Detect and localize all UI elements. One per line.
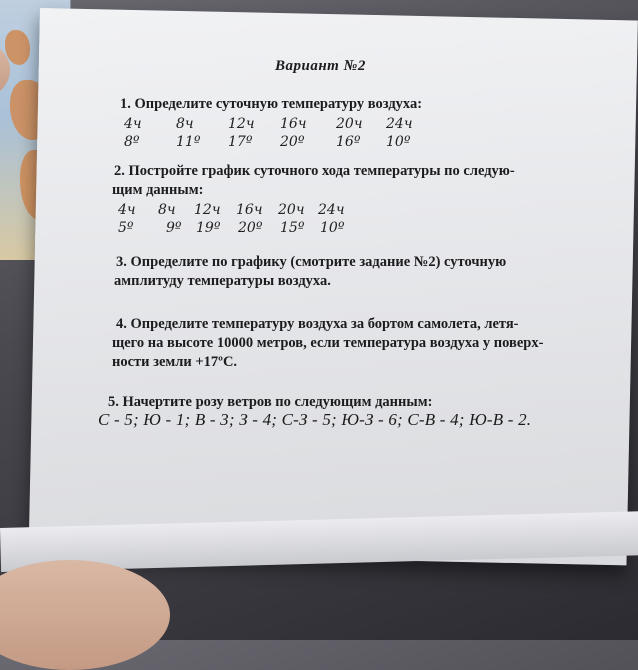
task-2-temp: 20º xyxy=(238,220,263,236)
task-2-hour: 8ч xyxy=(158,202,176,218)
task-1-hour: 4ч xyxy=(124,116,142,132)
task-1-text: 1. Определите суточную температуру воздуха: xyxy=(120,96,423,112)
task-3-line-1: 3. Определите по графику (смотрите задание №2) суточную xyxy=(116,254,507,270)
task-4-line-1: 4. Определите температуру воздуха за бортом самолета, летя- xyxy=(116,316,519,332)
task-5-line-1: 5. Начертите розу ветров по следующим данным: xyxy=(108,394,433,410)
task-2-line-1: 2. Постройте график суточного хода температуры по следую- xyxy=(114,163,515,179)
task-4-line-2: щего на высоте 10000 метров, если температура воздуха у поверх- xyxy=(112,335,544,351)
task-1-temp: 10º xyxy=(386,134,411,150)
map-landmass xyxy=(5,30,30,65)
task-2-line-2: щим данным: xyxy=(112,182,204,198)
task-2-hour: 12ч xyxy=(194,202,221,218)
task-1-hour: 12ч xyxy=(228,116,255,132)
task-4-line-3: ности земли +17ºС. xyxy=(112,354,238,370)
task-2-hour: 20ч xyxy=(278,202,305,218)
task-2-hour: 24ч xyxy=(318,202,345,218)
task-2-temp: 19º xyxy=(196,220,221,236)
variant-title: Вариант №2 xyxy=(275,58,366,74)
task-2-hour: 4ч xyxy=(118,202,136,218)
task-1-temp: 8º xyxy=(124,134,140,150)
task-1-temp: 11º xyxy=(176,134,201,150)
task-1-temp: 20º xyxy=(280,134,305,150)
task-2-temp: 5º xyxy=(118,220,134,236)
task-1-hour: 8ч xyxy=(176,116,194,132)
task-1-hour: 20ч xyxy=(336,116,363,132)
task-1-temp: 17º xyxy=(228,134,253,150)
task-5-line-2: С - 5; Ю - 1; В - 3; З - 4; С-З - 5; Ю-З - 6; С-В - 4; Ю-В - 2. xyxy=(98,410,532,429)
task-1-temp: 16º xyxy=(336,134,361,150)
task-2-temp: 10º xyxy=(320,220,345,236)
task-1-hour: 24ч xyxy=(386,116,413,132)
task-2-temp: 15º xyxy=(280,220,305,236)
task-3-line-2: амплитуду температуры воздуха. xyxy=(114,273,331,289)
finger xyxy=(0,560,170,670)
task-2-temp: 9º xyxy=(166,220,182,236)
task-2-hour: 16ч xyxy=(236,202,263,218)
task-1-hour: 16ч xyxy=(280,116,307,132)
